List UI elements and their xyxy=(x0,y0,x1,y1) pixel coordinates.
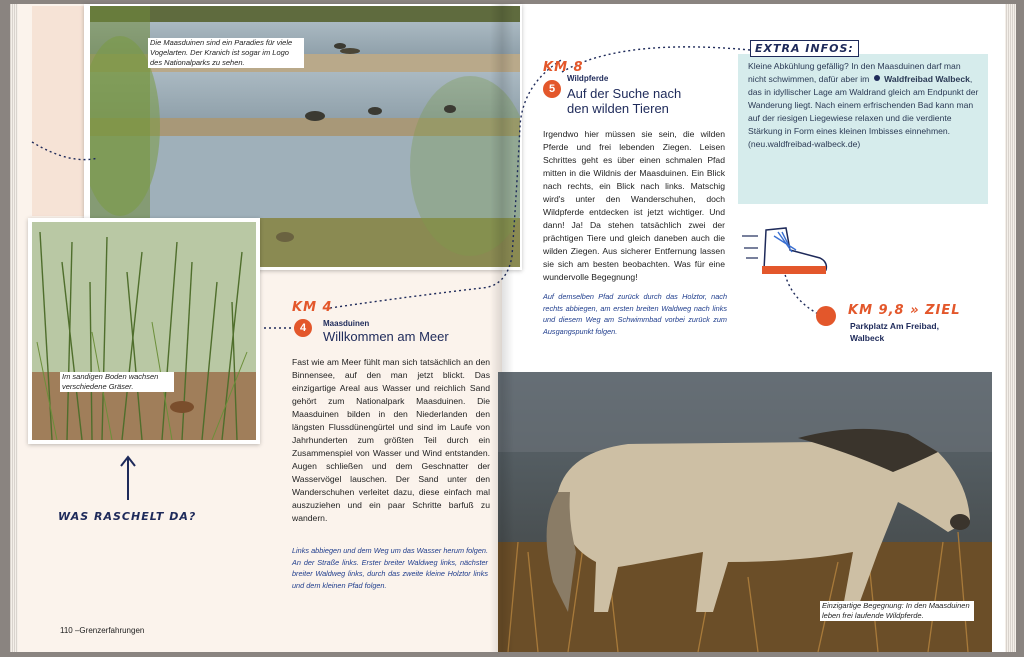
extra-info-title: EXTRA INFOS: xyxy=(750,40,859,57)
grass-photo-caption: Im sandigen Boden wachsen verschiedene Gräser. xyxy=(60,372,174,392)
km-4-label: KM 4 xyxy=(292,300,333,315)
extra-info-pool-name: Waldfreibad Walbeck xyxy=(884,74,970,84)
hand-note: WAS RASCHELT DA? xyxy=(58,510,197,523)
arrow-up-icon xyxy=(118,454,138,502)
pool-marker-icon xyxy=(874,75,880,81)
extra-info-text xyxy=(748,60,980,151)
section-5-title: Auf der Suche nach den wilden Tieren xyxy=(567,86,682,116)
route-dotted-line-2 xyxy=(262,36,562,336)
hiking-shoe-icon xyxy=(740,222,832,282)
section-4-directions: Links abbiegen und dem Weg um das Wasser herum folgen. An der Straße links. Erster breiter Waldweg links, nächster breiter Waldweg links, durch das zweite kleine Holztor links und dem kleinen Pfad folgen. xyxy=(292,546,488,590)
ziel-marker-dot xyxy=(816,306,836,326)
section-5-body: Irgendwo hier müssen sie sein, die wilden Pferde und frei lebenden Ziegen. Leisen Schrittes geht es über einen schmalen Pfad mitten in die Wildnis der Maasduinen. Ein Blick nach rechts, ein Blick nach links. Matschig wird's unter den Wanderschuhen, doch Wildpferde entdecken ist jetzt wichtiger. Und dann! Ja! Da stehen tatsächlich zwei der prächtigen Tiere und gleich daneben auch die wilden Ziegen. Aus sicherer Entfernung lassen sie sich am besten beobachten. Was für eine wundervolle Begegnung! xyxy=(543,129,725,282)
km-8-label: KM 8 xyxy=(543,60,584,75)
route-dotted-line xyxy=(30,120,100,170)
waypoint-5-badge: 5 xyxy=(543,80,561,98)
lake-photo-caption: Die Maasduinen sind ein Paradies für viele Vogelarten. Der Kranich ist sogar im Logo des Nationalparks zu sehen. xyxy=(148,38,304,68)
page-edges-right xyxy=(1004,4,1016,652)
page-footer-left: 110 –Grenzerfahrungen xyxy=(60,626,145,635)
section-4-subtitle: Maasduinen xyxy=(323,319,370,328)
section-5-subtitle: Wildpferde xyxy=(567,74,609,83)
book-gutter xyxy=(490,4,514,652)
grass-photo xyxy=(32,222,256,440)
extra-info-rest: , das in idyllischer Lage am Waldrand gleich am Endpunkt der Wanderung liegt. Nach einem erfrischenden Bad kann man auf der riesigen Liegewiese relaxen und die verdiente Stärkung in Form eines kleinen Imbisses einnehmen. (neu.waldfreibad-walbeck.de) xyxy=(748,74,979,149)
section-4-title: Willkommen am Meer xyxy=(323,329,449,344)
extra-info-intro: Kleine Abkühlung gefällig? In den Maasduinen darf man nicht schwimmen, dafür aber im xyxy=(748,61,961,84)
ziel-place: Parkplatz Am Freibad, Walbeck xyxy=(850,321,939,343)
section-5-directions: Auf demselben Pfad zurück durch das Holztor, nach rechts abbiegen, am ersten breiten Waldweg nach links und diesem Weg am Schwimmbad vorbei zurück zum Ausgangspunkt folgen. xyxy=(543,292,727,336)
waypoint-4-badge: 4 xyxy=(294,319,312,337)
ziel-km-label: KM 9,8 » ZIEL xyxy=(848,303,961,318)
horse-photo-caption: Einzigartige Begegnung: In den Maasduinen leben frei laufende Wildpferde. xyxy=(820,601,974,621)
section-4-body: Fast wie am Meer fühlt man sich tatsächlich an den Binnensee, auf den man jetzt blickt. Das einzigartige Areal aus Wasser und reichlich Sand gehört zum Nationalpark Maasduinen. Die Maasduinen bilden in den Niederlanden den längsten Flussdünengürtel und sind im Laufe von Jahrhunderten zum größten Teil durch ein Zusammenspiel von Wasser und Wind entstanden. Augen schließen und dem Geschnatter der Wasservögel lauschen. Der Sand unter den Wanderschuhen verleitet dazu, diese einfach mal auszuziehen und ein paar Schritte barfuß zu wandern. xyxy=(292,357,490,523)
